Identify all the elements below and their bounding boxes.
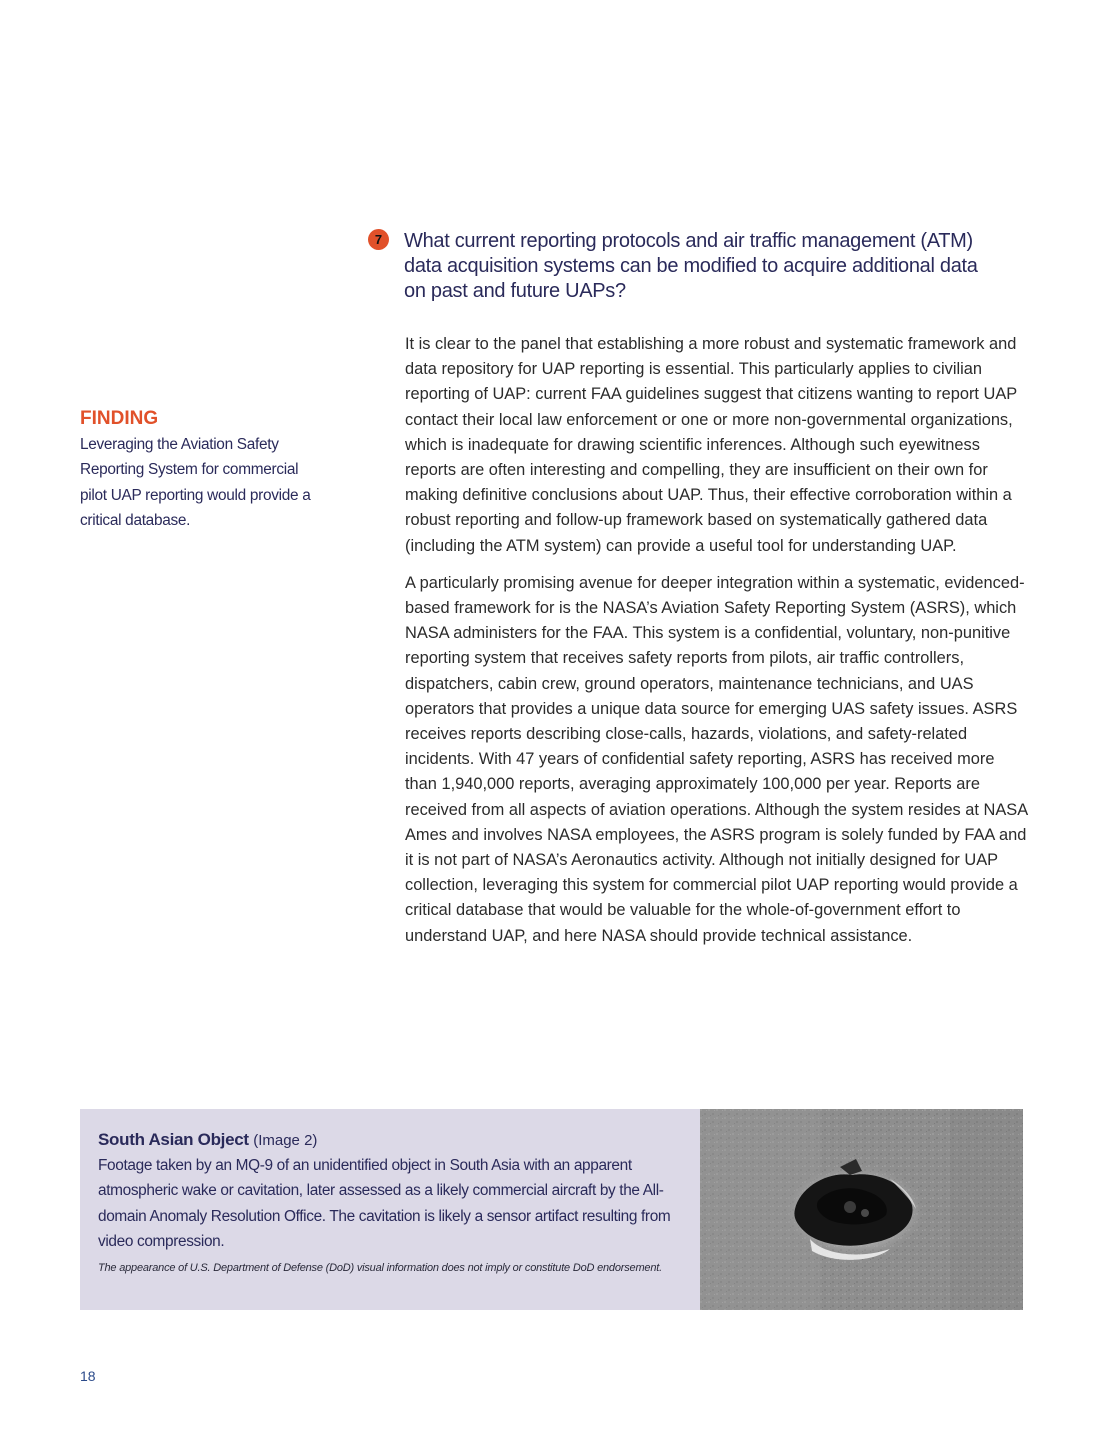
finding-sidebar: [80, 406, 320, 533]
body-paragraph: It is clear to the panel that establishing a more robust and systematic framework and data repository for UAP reporting is essential. This particularly applies to civilian reporting of UAP: current FAA guidelines suggest that citizens wanting to report UAP contact their local law enforcement or one or more non-governmental organizations, which is inadequate for drawing scientific inferences. Although such eyewitness reports are often interesting and compelling, they are insufficient on their own for making definitive conclusions about UAP. Thus, their effective corroboration within a robust reporting and follow-up framework based on systematically gathered data (including the ATM system) can provide a useful tool for understanding UAP.: [405, 335, 1017, 555]
body-text: [405, 332, 1030, 961]
caption-description: Footage taken by an MQ-9 of an unidentified object in South Asia with an apparent atmospheric wake or cavitation, later assessed as a likely commercial aircraft by the All-domain Anomaly Resolution Office. The cavitation is likely a sensor artifact resulting from video compression.: [98, 1157, 671, 1250]
finding-label: FINDING: [80, 408, 159, 429]
caption-title-row: [98, 1127, 688, 1153]
question-number-badge: 7: [368, 229, 389, 250]
caption-disclaimer: The appearance of U.S. Department of Defense (DoD) visual information does not imply or constitute DoD endorsement.: [98, 1262, 662, 1275]
object-photo-graphic: [700, 1109, 1023, 1310]
question-text: What current reporting protocols and air traffic management (ATM) data acquisition systems can be modified to acquire additional data on past and future UAPs?: [404, 230, 978, 302]
caption-subtitle: (Image 2): [253, 1132, 318, 1149]
body-paragraph: A particularly promising avenue for deeper integration within a systematic, evidenced-based framework for is the NASA’s Aviation Safety Reporting System (ASRS), which NASA administers for the FAA. This system is a confidential, voluntary, non-punitive reporting system that receives safety reports from pilots, air traffic controllers, dispatchers, cabin crew, ground operators, maintenance technicians, and UAS operators that provides a unique data source for emerging UAS safety issues. ASRS receives reports describing close-calls, hazards, violations, and safety-related incidents. With 47 years of confidential safety reporting, ASRS has received more than 1,940,000 reports, averaging approximately 100,000 per year. Reports are received from all aspects of aviation operations. Although the system resides at NASA Ames and involves NASA employees, the ASRS program is solely funded by FAA and it is not part of NASA’s Aeronautics activity. Although not initially designed for UAP collection, leveraging this system for commercial pilot UAP reporting would provide a critical database that would be valuable for the whole-of-government effort to understand UAP, and here NASA should provide technical assistance.: [405, 573, 1028, 945]
object-photo: [700, 1109, 1023, 1310]
finding-text: Leveraging the Aviation Safety Reporting System for commercial pilot UAP reporting would provide a critical database.: [80, 436, 311, 529]
image-caption-panel: [80, 1109, 700, 1310]
page-number: 18: [80, 1368, 96, 1384]
caption-title: South Asian Object: [98, 1130, 249, 1149]
